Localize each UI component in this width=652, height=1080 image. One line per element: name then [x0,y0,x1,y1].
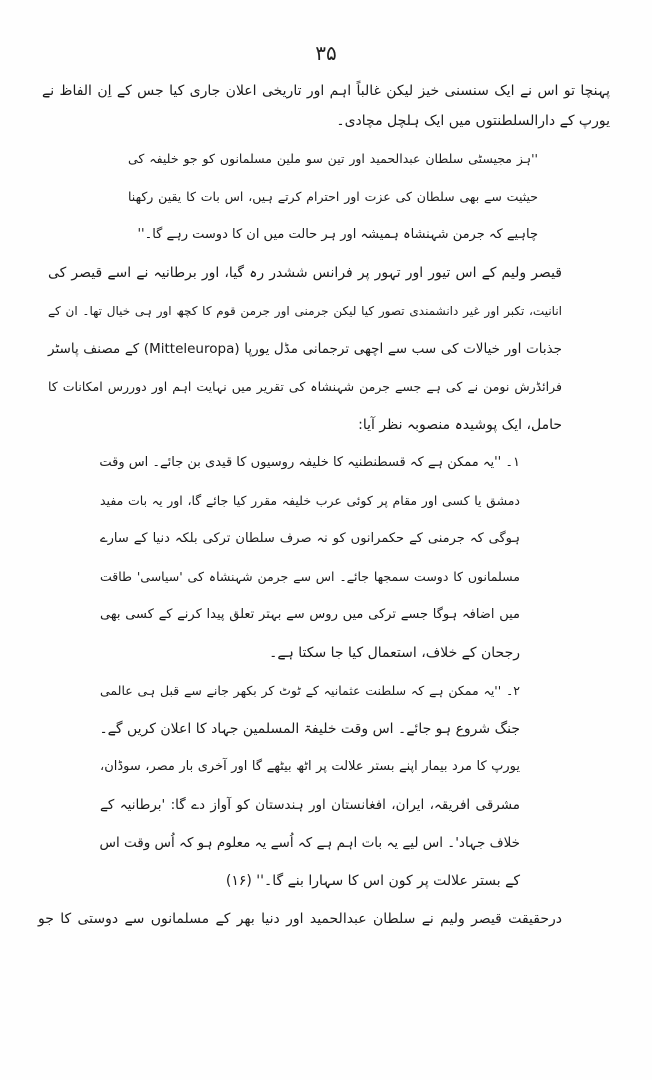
text-line: حامل، ایک پوشیدہ منصوبہ نظر آیا: [358,417,562,433]
list-item-line: دمشق یا کسی اور مقام پر کوئی عرب خلیفہ مقرر کیا جائے گا، اور یہ بات مفید [100,493,520,508]
quote-line: چاہیے کہ جرمن شہنشاہ ہمیشہ اور ہر حالت میں ان کا دوست رہے گا۔'' [137,227,538,242]
list-item-line: میں اضافہ ہوگا جسے ترکی میں روس سے بہتر تعلق پیدا کرنے کے کسی بھی [100,607,520,622]
quote-line: ''ہز مجیسٹی سلطان عبدالحمید اور تین سو ملین مسلمانوں کو جو خلیفہ کی [128,151,538,166]
list-item-line: مشرقی افریقہ، ایران، افغانستان اور ہندستان کو آواز دے گا: 'برطانیہ کے [100,797,520,813]
list-item-line: ہوگی کہ جرمنی کے حکمرانوں کو نہ صرف سلطان ترکی بلکہ دنیا کے سارے [100,531,520,546]
text-line: قیصر ولیم کے اس تیور اور تہور پر فرانس ششدر رہ گیا، اور برطانیہ نے اسے قیصر کی [48,265,562,281]
text-line: درحقیقت قیصر ولیم نے سلطان عبدالحمید اور دنیا بھر کے مسلمانوں سے دوستی کا جو [38,911,562,927]
text-line: فرائڈرش نومن نے کی ہے جسے جرمن شہنشاہ کی تقریر میں نہایت اہم اور دوررس امکانات کا [48,379,562,394]
page-number: ۳۵ [315,41,337,65]
text-line: یورپ کے دارالسلطنتوں میں ایک ہلچل مچادی۔ [336,113,610,129]
list-item-line: خلاف جہاد'۔ اس لیے یہ بات اہم ہے کہ اُسے یہ معلوم ہو کہ اُس وقت اس [99,835,520,851]
text-line: جذبات اور خیالات کی سب سے اچھی ترجمانی مڈل یورپا (Mitteleuropa) کے مصنف پاسٹر [48,341,563,357]
list-item-line: جنگ شروع ہو جائے۔ اس وقت خلیفۃ المسلمین جہاد کا اعلان کریں گے۔ [99,721,520,737]
text-line: انانیت، تکبر اور غیر دانشمندی تصور کیا لیکن جرمنی اور جرمن قوم کا کچھ اور ہی خیال تھا۔ ان کے [48,304,562,318]
list-item-line: رجحان کے خلاف، استعمال کیا جا سکتا ہے۔ [269,645,520,661]
list-item-line: ۲۔ ''یہ ممکن ہے کہ سلطنت عثمانیہ کے ٹوٹ کر بکھر جانے سے قبل ہی عالمی [100,683,520,698]
list-item-line: کے بستر علالت پر کون اس کا سہارا بنے گا۔'' (۱۶) [225,873,520,889]
list-item-line: ۱۔ ''یہ ممکن ہے کہ قسطنطنیہ کا خلیفہ روسیوں کا قیدی بن جائے۔ اس وقت [99,455,520,470]
quote-line: حیثیت سے بھی سلطان کی عزت اور احترام کرتے ہیں، اس بات کا یقین رکھنا [128,189,538,204]
text-line: پہنچا تو اس نے ایک سنسنی خیز لیکن غالباً اہم اور تاریخی اعلان جاری کیا جس کے اِن الفاظ نے [42,83,610,99]
list-item-line: یورپ کا مرد بیمار اپنے بستر علالت پر اٹھ بیٹھے گا اور آخری بار مصر، سوڈان، [100,759,520,774]
list-item-line: مسلمانوں کا دوست سمجھا جائے۔ اس سے جرمن شہنشاہ کی 'سیاسی' طاقت [100,569,520,584]
